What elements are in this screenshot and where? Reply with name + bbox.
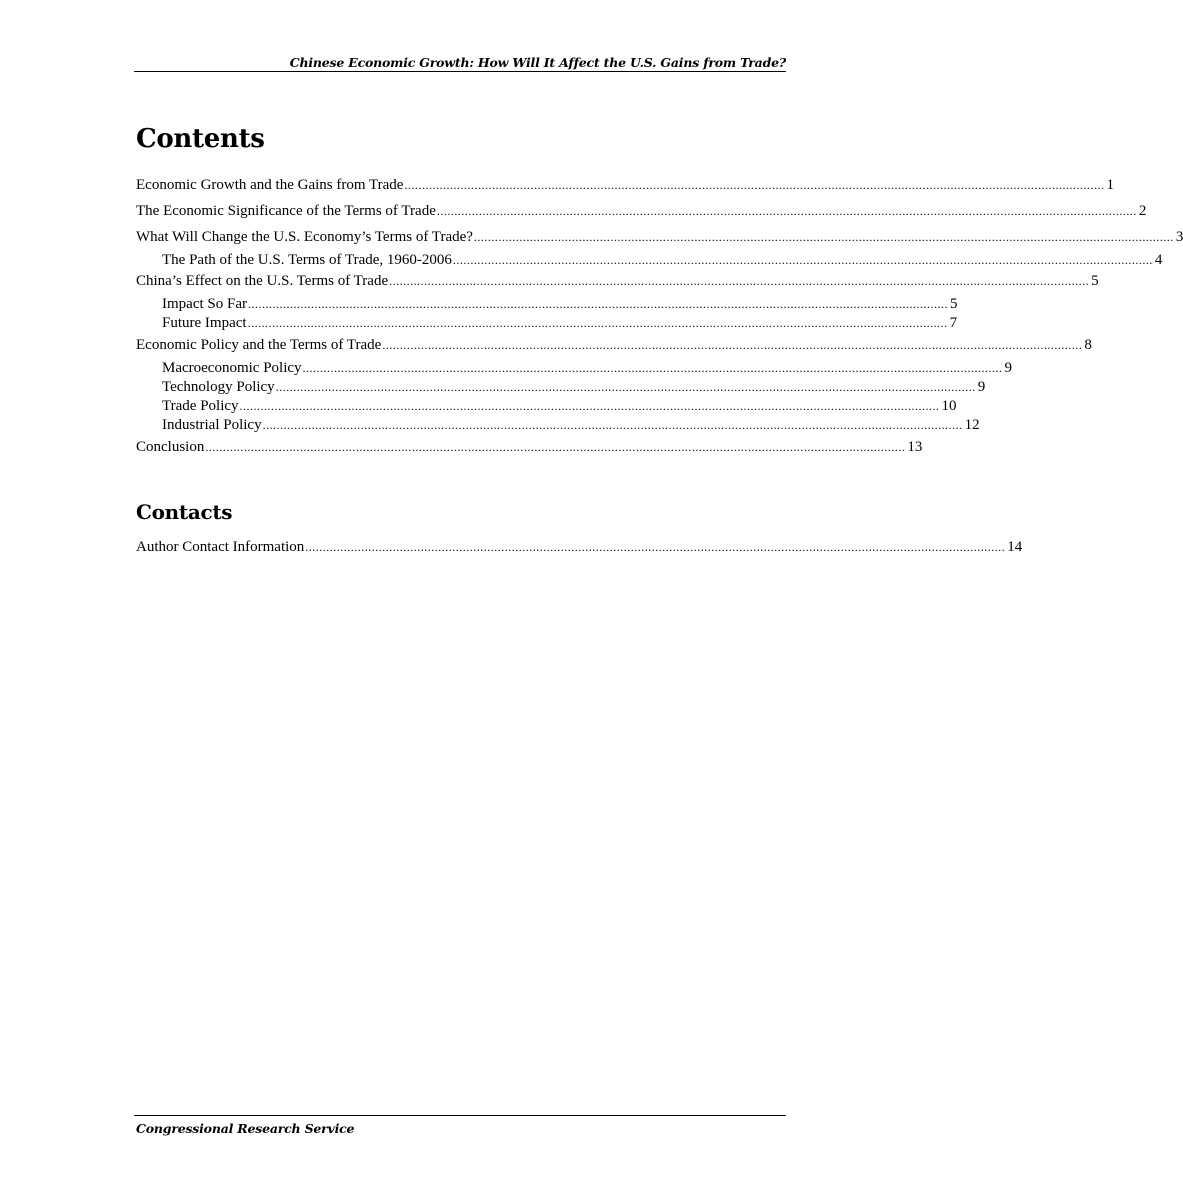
toc-entry-title: Conclusion bbox=[136, 439, 205, 455]
toc-entry-title: China’s Effect on the U.S. Terms of Trade bbox=[136, 273, 389, 289]
toc-leader-dots: ........................................................................................................................................................................................................ bbox=[275, 380, 976, 394]
toc-entry-title: Author Contact Information bbox=[136, 539, 305, 555]
toc-leader-dots: ........................................................................................................................................................................................................ bbox=[452, 253, 1153, 267]
toc-entry-page: 10 bbox=[941, 398, 957, 414]
toc-leader-dots: ........................................................................................................................................................................................................ bbox=[305, 540, 1006, 554]
toc-entry-title: Trade Policy bbox=[162, 398, 239, 414]
toc-entry-title: Technology Policy bbox=[162, 379, 275, 395]
toc-entry-page: 4 bbox=[1154, 252, 1163, 268]
toc-entry-title: Economic Policy and the Terms of Trade bbox=[136, 337, 382, 353]
toc-entry-page: 5 bbox=[949, 296, 958, 312]
toc-entry-page: 14 bbox=[1007, 539, 1023, 555]
toc-entry-page: 9 bbox=[1004, 360, 1013, 376]
toc-subentry[interactable] bbox=[162, 359, 1013, 378]
toc-leader-dots: ........................................................................................................................................................................................................ bbox=[389, 274, 1090, 288]
running-header: Chinese Economic Growth: How Will It Affect the U.S. Gains from Trade? bbox=[289, 55, 786, 70]
toc-leader-dots: ........................................................................................................................................................................................................ bbox=[382, 338, 1083, 352]
toc-entry-page: 12 bbox=[964, 417, 980, 433]
toc-leader-dots: ........................................................................................................................................................................................................ bbox=[239, 399, 940, 413]
contacts-heading: Contacts bbox=[136, 500, 233, 524]
toc-entry-title: The Economic Significance of the Terms of Trade bbox=[136, 203, 436, 219]
toc-entry[interactable] bbox=[136, 538, 1023, 557]
toc-entry-title: Future Impact bbox=[162, 315, 247, 331]
toc-entry-page: 2 bbox=[1138, 203, 1147, 219]
header-rule bbox=[134, 71, 786, 72]
toc-leader-dots: ........................................................................................................................................................................................................ bbox=[262, 418, 963, 432]
toc-entry-title: Macroeconomic Policy bbox=[162, 360, 302, 376]
toc-entry[interactable] bbox=[136, 202, 1147, 221]
toc-leader-dots: ........................................................................................................................................................................................................ bbox=[404, 178, 1105, 192]
toc-entry-page: 8 bbox=[1084, 337, 1092, 353]
toc-leader-dots: ........................................................................................................................................................................................................ bbox=[247, 316, 948, 330]
footer-rule bbox=[134, 1115, 786, 1116]
toc-subentry[interactable] bbox=[162, 397, 957, 416]
toc-entry-page: 5 bbox=[1091, 273, 1099, 289]
toc-leader-dots: ........................................................................................................................................................................................................ bbox=[302, 361, 1003, 375]
toc-subentry[interactable] bbox=[162, 251, 1163, 270]
toc-entry-title: Economic Growth and the Gains from Trade bbox=[136, 177, 404, 193]
toc-subentry[interactable] bbox=[162, 416, 980, 435]
toc-entry-title: The Path of the U.S. Terms of Trade, 1960-2006 bbox=[162, 252, 452, 268]
toc-entry-page: 1 bbox=[1106, 177, 1114, 193]
toc-entry[interactable] bbox=[136, 272, 1099, 291]
toc-entry-page: 13 bbox=[907, 439, 923, 455]
toc-entry-page: 9 bbox=[977, 379, 986, 395]
toc-entry-title: Industrial Policy bbox=[162, 417, 262, 433]
toc-entry[interactable] bbox=[136, 228, 1183, 247]
toc-subentry[interactable] bbox=[162, 295, 958, 314]
toc-leader-dots: ........................................................................................................................................................................................................ bbox=[247, 297, 948, 311]
toc-entry-page: 3 bbox=[1175, 229, 1183, 245]
toc-entry[interactable] bbox=[136, 336, 1092, 355]
toc-subentry[interactable] bbox=[162, 314, 958, 333]
toc-leader-dots: ........................................................................................................................................................................................................ bbox=[436, 204, 1137, 218]
toc-entry-page: 7 bbox=[949, 315, 958, 331]
toc-leader-dots: ........................................................................................................................................................................................................ bbox=[205, 440, 906, 454]
toc-leader-dots: ........................................................................................................................................................................................................ bbox=[473, 230, 1174, 244]
toc-entry-title: What Will Change the U.S. Economy’s Terms of Trade? bbox=[136, 229, 473, 245]
footer-publisher: Congressional Research Service bbox=[136, 1121, 355, 1136]
toc-entry[interactable] bbox=[136, 176, 1114, 195]
toc-entry[interactable] bbox=[136, 438, 923, 457]
toc-entry-title: Impact So Far bbox=[162, 296, 247, 312]
toc-subentry[interactable] bbox=[162, 378, 986, 397]
contents-heading: Contents bbox=[136, 124, 265, 154]
